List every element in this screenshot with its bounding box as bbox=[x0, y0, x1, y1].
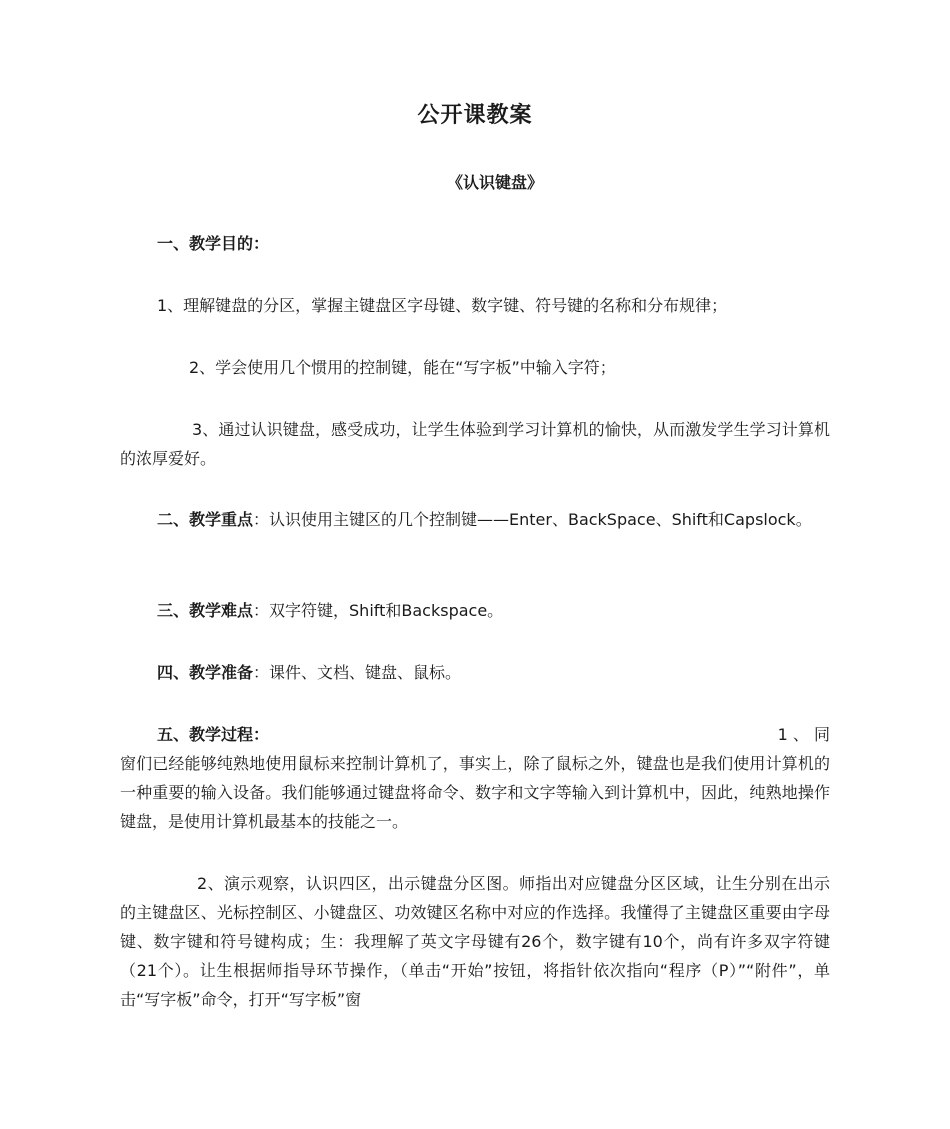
section4-paragraph bbox=[120, 658, 830, 687]
section5-item1-number: 1 、 同 bbox=[777, 725, 830, 744]
section5-heading: 五、教学过程： bbox=[157, 725, 270, 744]
section5-heading-line bbox=[120, 720, 830, 749]
section3-heading: 三、教学难点 bbox=[157, 601, 254, 620]
document-title: 公开课教案 bbox=[417, 103, 533, 128]
section4-heading: 四、教学准备 bbox=[157, 663, 254, 682]
section2-text: ：认识使用主键区的几个控制键——Enter、BackSpace、Shift和Capslock。 bbox=[253, 510, 812, 529]
section3-paragraph bbox=[120, 596, 830, 625]
section4-text: ：课件、文档、键盘、鼠标。 bbox=[253, 663, 462, 682]
section1-item2: 2、学会使用几个惯用的控制键，能在“写字板”中输入字符； bbox=[189, 358, 616, 377]
document-subtitle: 《认识键盘》 bbox=[446, 173, 543, 192]
section2-heading: 二、教学重点 bbox=[157, 510, 254, 529]
section5-item2: 2、演示观察，认识四区，出示键盘分区图。师指出对应键盘分区区域，让生分别在出示的主键盘区、光标控制区、小键盘区、功效键区名称中对应的作选择。我懂得了主键盘区重要由字母键、数字键和符号键构成；生：我理解了英文字母键有26个，数字键有10个，尚有许多双字符键（21个）。让生根据师指导环节操作，（单击“开始”按钮，将指针依次指向“程序（P）”“附件”，单击“写字板”命令，打开“写字板”窗 bbox=[120, 874, 830, 1009]
section1-item1: 1、理解键盘的分区，掌握主键盘区字母键、数字键、符号键的名称和分布规律； bbox=[157, 296, 728, 315]
section5-item1-text: 窗们已经能够纯熟地使用鼠标来控制计算机了，事实上，除了鼠标之外，键盘也是我们使用计算机的一种重要的输入设备。我们能够通过键盘将命令、数字和文字等输入到计算机中，因此，纯熟地操作键盘，是使用计算机最基本的技能之一。 bbox=[120, 754, 830, 831]
section3-text: ：双字符键，Shift和Backspace。 bbox=[253, 601, 504, 620]
section1-heading: 一、教学目的： bbox=[157, 234, 270, 253]
section2-paragraph bbox=[120, 505, 830, 534]
section1-item3: 3、通过认识键盘，感受成功，让学生体验到学习计算机的愉快，从而激发学生学习计算机的浓厚爱好。 bbox=[120, 420, 830, 468]
